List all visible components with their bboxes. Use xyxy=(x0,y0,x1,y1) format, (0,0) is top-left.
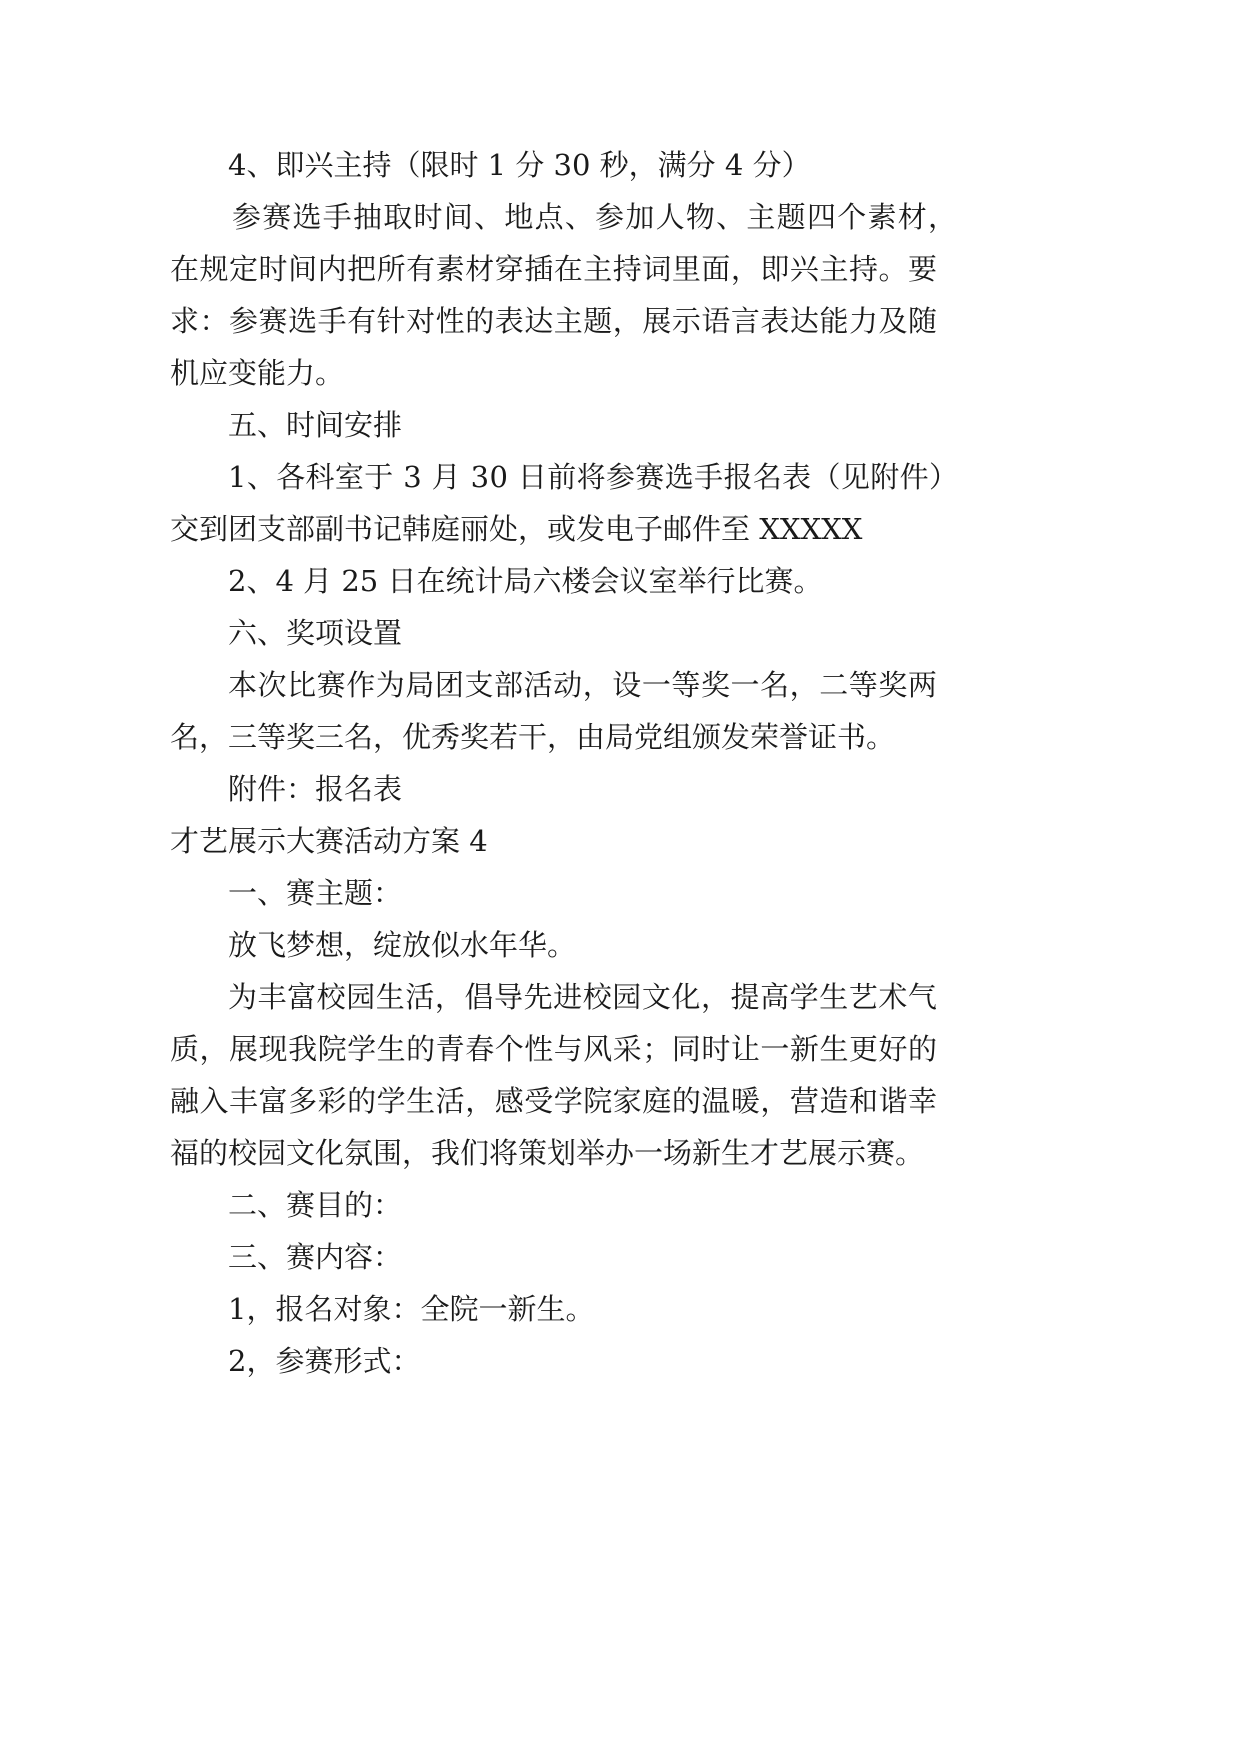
text-line: 交到团支部副书记韩庭丽处，或发电子邮件至 XXXXX xyxy=(170,512,863,546)
document-title: 才艺展示大赛活动方案 4 xyxy=(170,824,488,858)
text-line: 机应变能力。 xyxy=(170,356,345,390)
section-heading: 一、赛主题： xyxy=(228,876,403,910)
text-line: 为丰富校园生活，倡导先进校园文化，提高学生艺术气 xyxy=(228,980,938,1014)
text-line: 名，三等奖三名，优秀奖若干，由局党组颁发荣誉证书。 xyxy=(170,720,896,754)
text-line: 质，展现我院学生的青春个性与风采；同时让一新生更好的 xyxy=(170,1032,938,1066)
section-heading: 五、时间安排 xyxy=(228,408,403,442)
text-line: 1、各科室于 3 月 30 日前将参赛选手报名表（见附件） xyxy=(228,460,959,494)
text-line: 在规定时间内把所有素材穿插在主持词里面，即兴主持。要 xyxy=(170,252,938,286)
text-line: 参赛选手抽取时间、地点、参加人物、主题四个素材， xyxy=(232,200,959,234)
section-heading: 二、赛目的： xyxy=(228,1188,403,1222)
text-line: 福的校园文化氛围，我们将策划举办一场新生才艺展示赛。 xyxy=(170,1136,925,1170)
text-line: 求：参赛选手有针对性的表达主题，展示语言表达能力及随 xyxy=(170,304,938,338)
text-line: 附件：报名表 xyxy=(228,772,403,806)
text-line: 融入丰富多彩的学生活，感受学院家庭的温暖，营造和谐幸 xyxy=(170,1084,938,1118)
text-line: 1，报名对象：全院一新生。 xyxy=(228,1292,595,1326)
section-heading: 三、赛内容： xyxy=(228,1240,403,1274)
text-line: 2，参赛形式： xyxy=(228,1344,421,1378)
section-heading: 六、奖项设置 xyxy=(228,616,403,650)
text-line: 2、4 月 25 日在统计局六楼会议室举行比赛。 xyxy=(228,564,823,598)
text-line: 本次比赛作为局团支部活动，设一等奖一名，二等奖两 xyxy=(228,668,938,702)
text-line: 4、即兴主持（限时 1 分 30 秒，满分 4 分） xyxy=(228,148,811,182)
text-line: 放飞梦想，绽放似水年华。 xyxy=(228,928,577,962)
